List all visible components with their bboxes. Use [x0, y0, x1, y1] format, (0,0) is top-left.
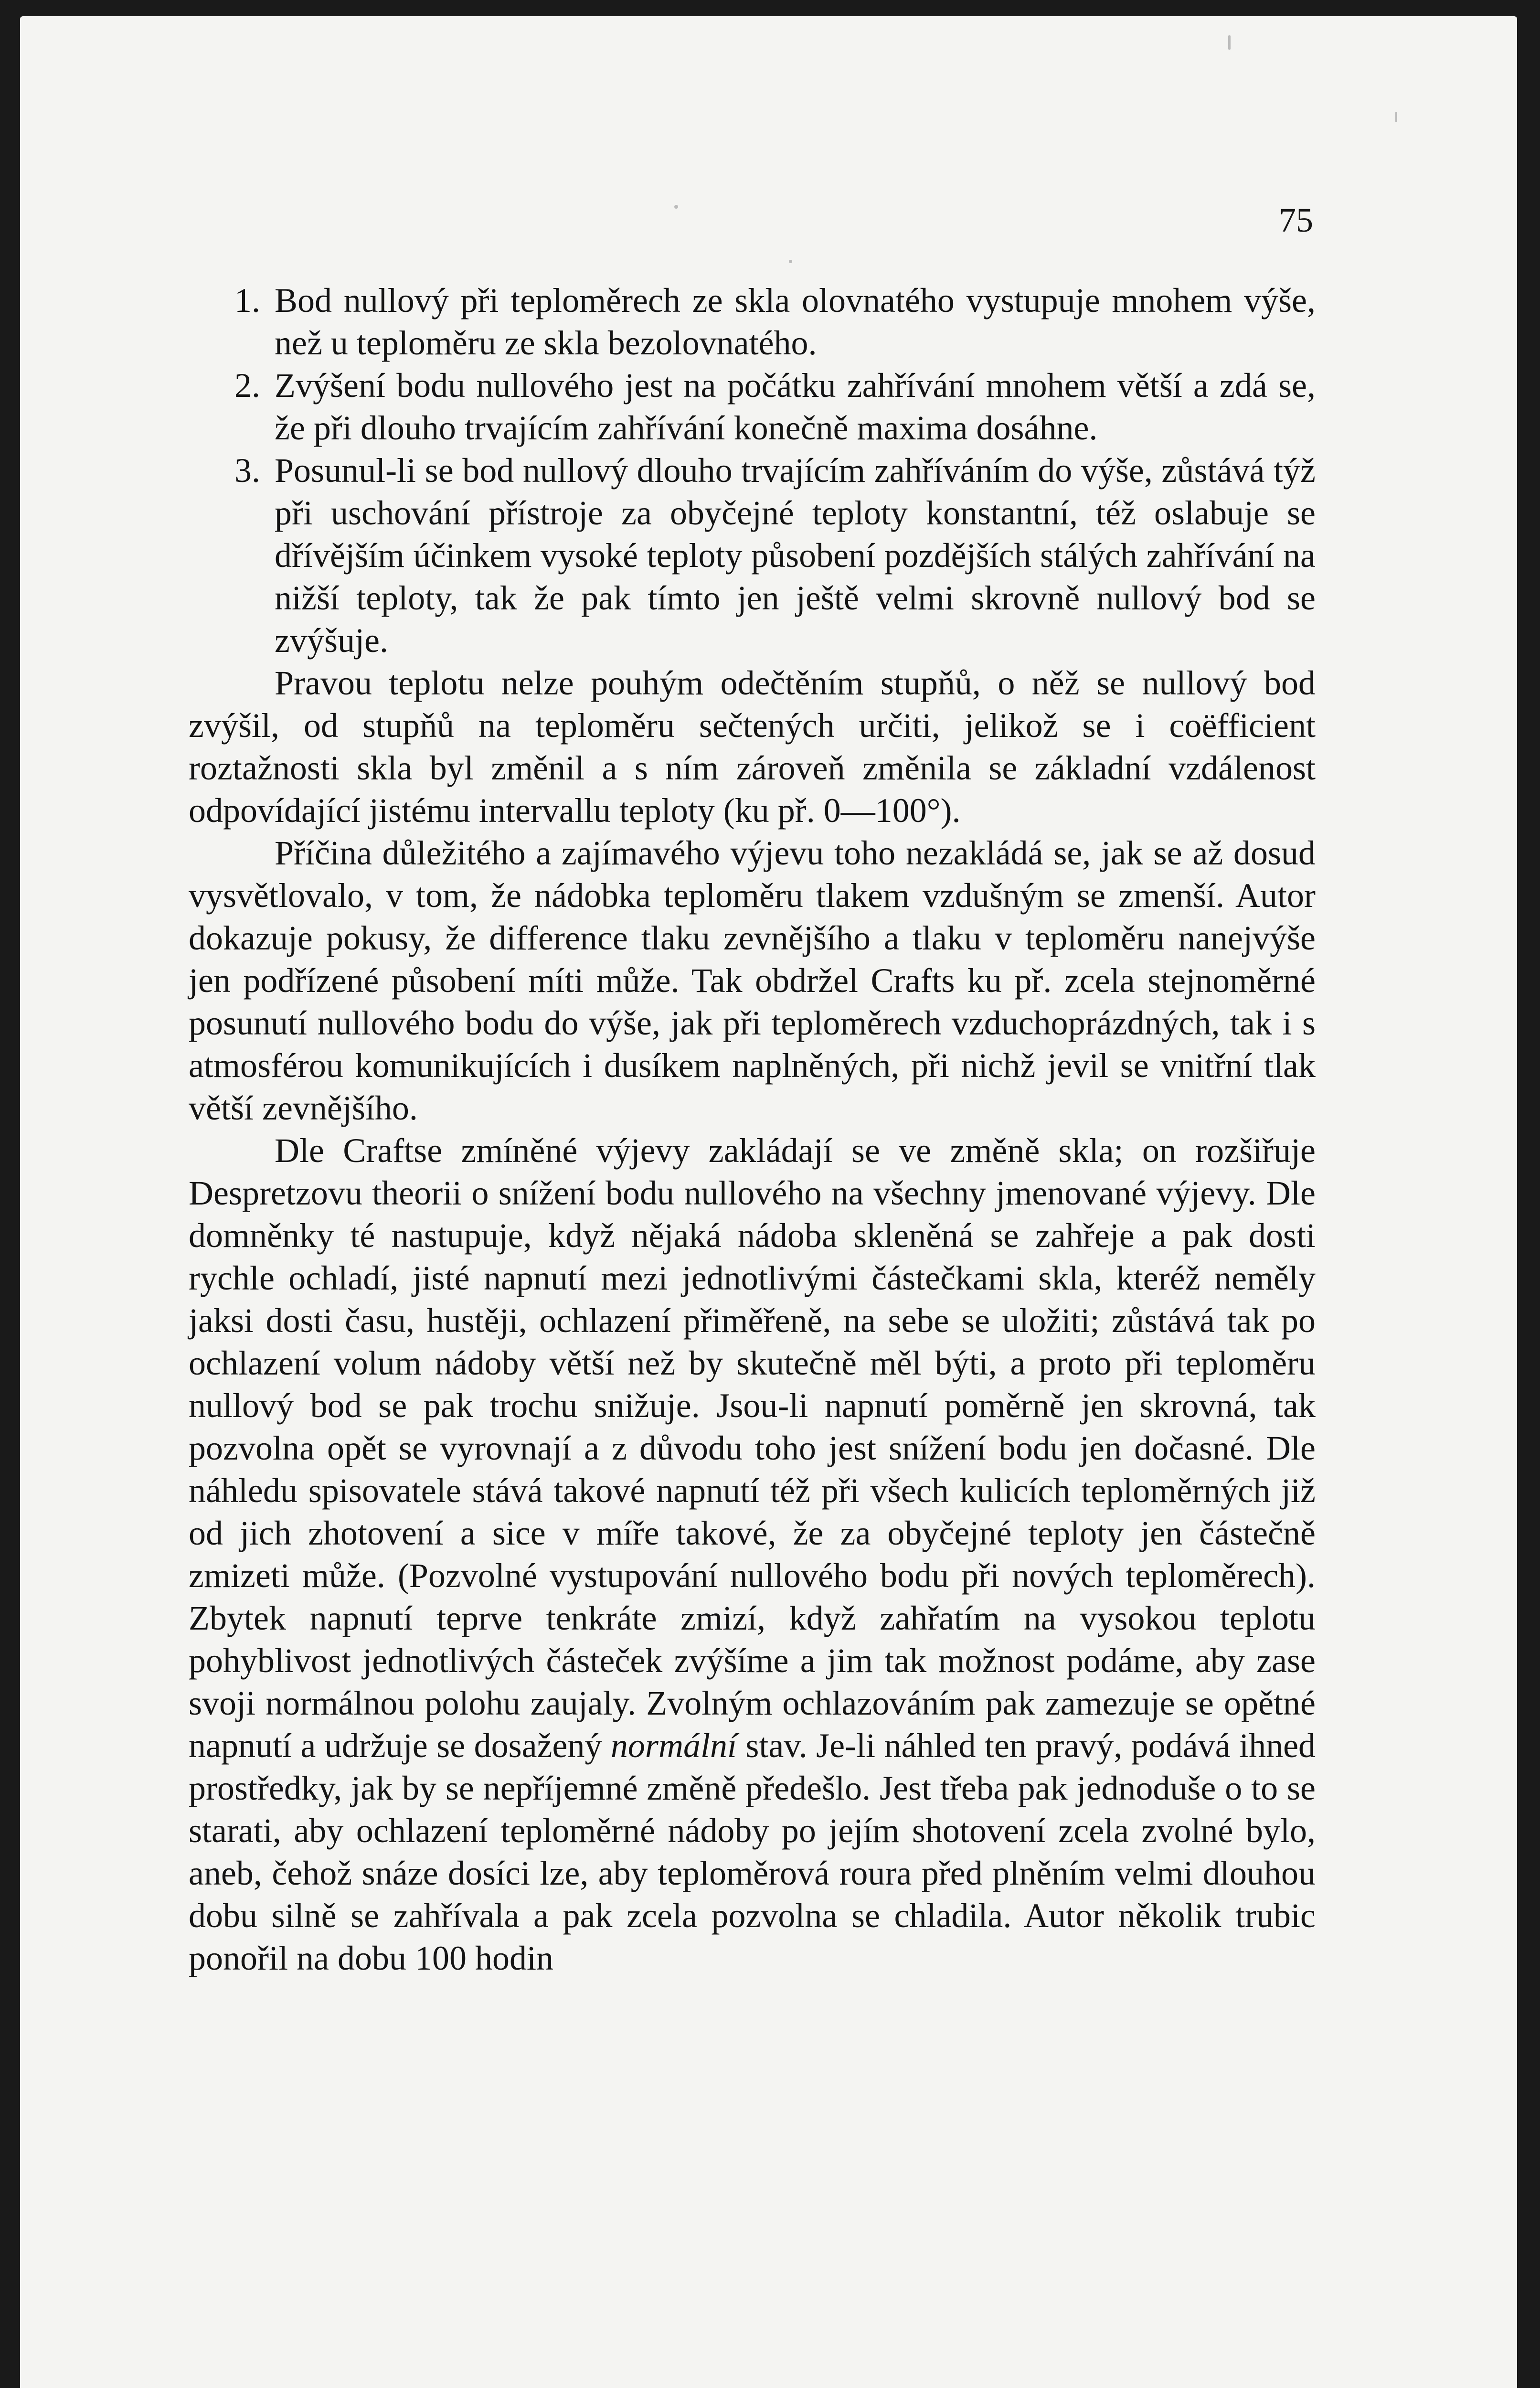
list-item-text: Posunul-li se bod nullový dlouho trvajícím zahříváním do výše, zůstává týž při uschování přístroje za obyčejné teploty konstantní, též oslabuje se dřívějším účinkem vysoké teploty působení pozdějších stálých zahřívání na nižší teploty, tak že pak tímto jen ještě velmi skrovně nullový bod se zvýšuje.: [275, 451, 1316, 660]
list-item-number: 1.: [234, 281, 260, 320]
body-paragraph: Pravou teplotu nelze pouhým odečtěním stupňů, o něž se nullový bod zvýšil, od stupňů na teploměru sečtených určiti, jelikož se i coëfficient roztažnosti skla byl změnil a s ním zároveň změnila se základní vzdálenost odpovídající jistému intervallu teploty (ku př. 0—100°).: [189, 664, 1316, 830]
list-item-number: 2.: [234, 366, 260, 405]
list-item: [189, 279, 1316, 364]
page-number: 75: [1279, 201, 1313, 239]
list-item-number: 3.: [234, 451, 260, 490]
paragraph-text: stav. Je-li náhled ten pravý, podává ihned prostředky, jak by se nepříjemné změně předešlo. Jest třeba pak jednoduše o to se starati, aby ochlazení teploměrné nádoby po jejím shotovení zcela zvolné bylo, aneb, čehož snáze dosíci lze, aby teploměrová roura před plněním velmi dlouhou dobu silně se zahřívala a pak zcela pozvolna se chladila. Autor několik trubic ponořil na dobu 100 hodin: [189, 1727, 1316, 1977]
emphasis-word: normální: [610, 1727, 737, 1765]
paragraph-text: Dle Craftse zmíněné výjevy zakládají se ve změně skla; on rozšiřuje Despretzovu theorii o snížení bodu nullového na všechny jmenované výjevy. Dle domněnky té nastupuje, když nějaká nádoba skleněná se zahřeje a pak dosti rychle ochladí, jisté napnutí mezi jednotlivými částečkami skla, kteréž neměly jaksi dosti času, hustěji, ochlazení přiměřeně, na sebe se uložiti; zůstává tak po ochlazení volum nádoby větší než by skutečně měl býti, a proto při teploměru nullový bod se pak trochu snižuje. Jsou-li napnutí poměrně jen skrovná, tak pozvolna opět se vyrovnají a z důvodu toho jest snížení bodu jen dočasné. Dle náhledu spisovatele stává takové napnutí též při všech kulicích teploměrných již od jich zhotovení a sice v míře takové, že za obyčejné teploty jen částečně zmizeti může. (Pozvolné vystupování nullového bodu při nových teploměrech). Zbytek napnutí teprve tenkráte zmizí, když zahřatím na vysokou teplotu pohyblivost jednotlivých částeček zvýšíme a jim tak možnost podáme, aby zase svoji normálnou polohu zaujaly. Zvolným ochlazováním pak zamezuje se opětné napnutí a udržuje se dosažený: [189, 1131, 1316, 1765]
list-item: [189, 364, 1316, 449]
body-paragraph: [189, 1130, 1316, 1980]
body-paragraph: Příčina důležitého a zajímavého výjevu toho nezakládá se, jak se až dosud vysvětlovalo, v tom, že nádobka teploměru tlakem vzdušným se zmenší. Autor dokazuje pokusy, že difference tlaku zevnějšího a tlaku v teploměru nanejvýše jen podřízené působení míti může. Tak obdržel Crafts ku př. zcela stejnoměrné posunutí nullového bodu do výše, jak při teploměrech vzduchoprázdných, tak i s atmosférou komunikujících i dusíkem naplněných, při nichž jevil se vnitřní tlak větší zevnějšího.: [189, 834, 1316, 1127]
list-item-text: Bod nullový při teploměrech ze skla olovnatého vystupuje mnohem výše, než u teploměru ze skla bezolovnatého.: [275, 281, 1316, 362]
list-item: [189, 449, 1316, 662]
text-column: [189, 279, 1316, 1980]
list-item-text: Zvýšení bodu nullového jest na počátku zahřívání mnohem větší a zdá se, že při dlouho trvajícím zahřívání konečně maxima dosáhne.: [275, 366, 1316, 447]
